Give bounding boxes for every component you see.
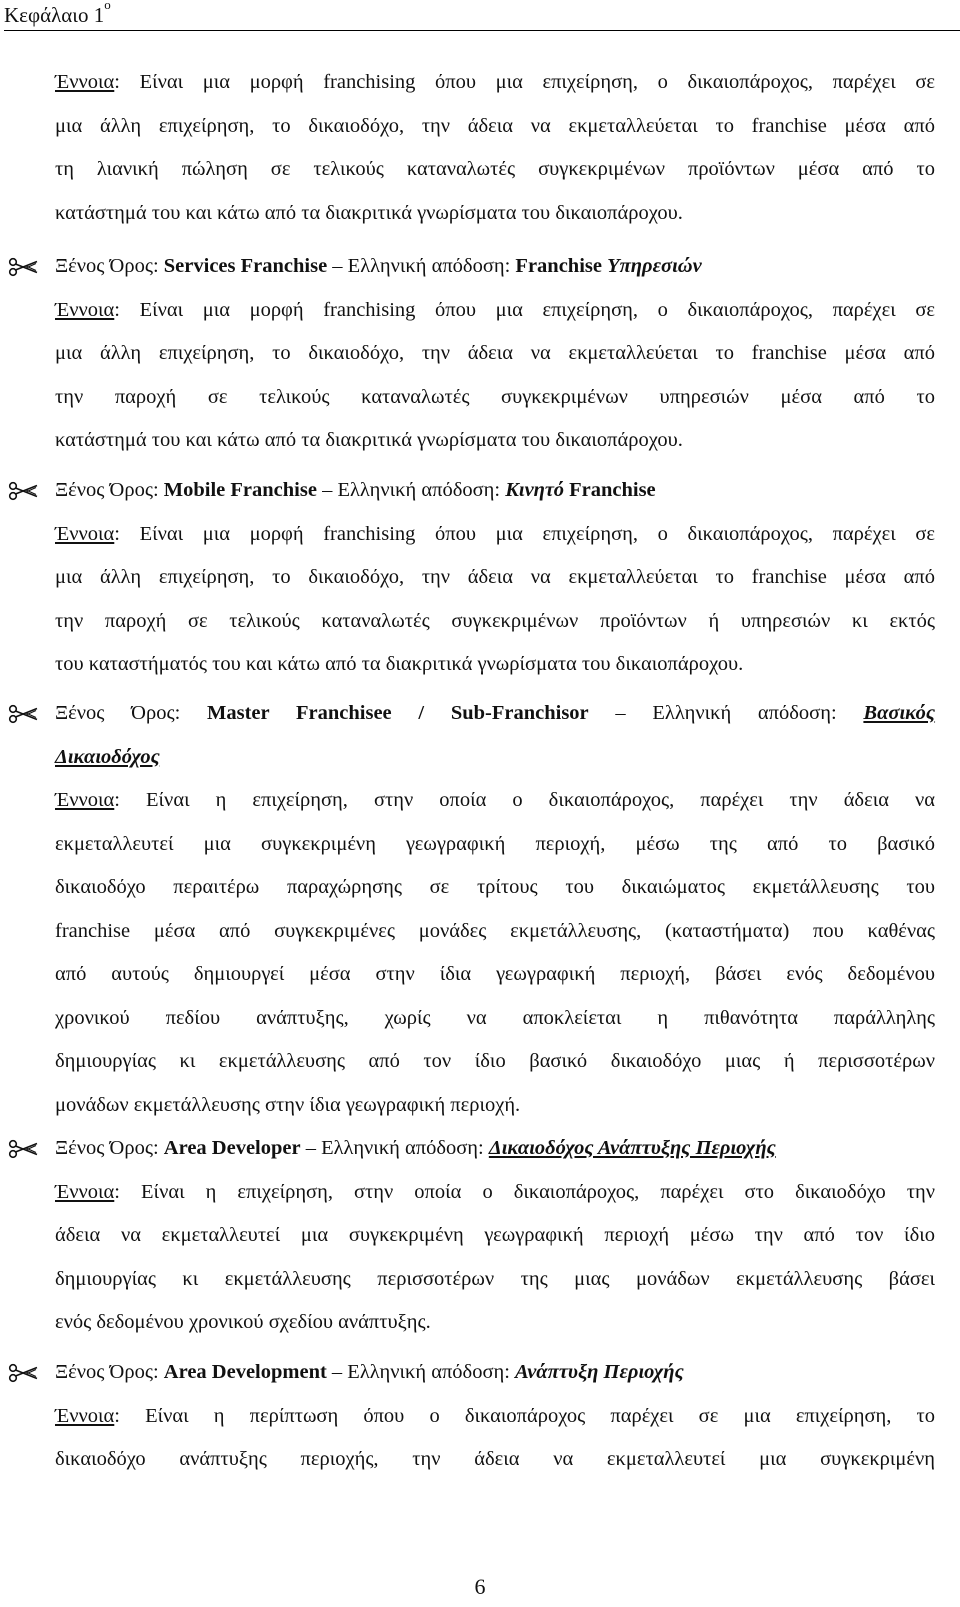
concept-label: Έννοια xyxy=(55,522,115,545)
definition-entry-3 xyxy=(55,692,935,1127)
foreign-term: Services Franchise xyxy=(163,255,328,277)
definition-line: μια άλλη επιχείρηση, το δικαιοδόχο, την άδεια να εκμεταλλεύεται το franchise μέσα από xyxy=(55,566,935,588)
definition-line: άδεια να εκμεταλλευτεί μια συγκεκριμένη γεωγραφική περιοχή μέσω την από τον ίδιο xyxy=(55,1224,935,1246)
definition-entry-4 xyxy=(55,1127,935,1345)
definition-line: δημιουργίας κι εκμετάλλευσης από τον ίδιο βασικό δικαιοδόχο μιας ή περισσοτέρων xyxy=(55,1050,935,1072)
definition-line: την παροχή σε τελικούς καταναλωτές συγκεκριμένων προϊόντων ή υπηρεσιών κι εκτός xyxy=(55,609,935,632)
definition-line: Έννοια: Είναι η επιχείρηση, στην οποία ο δικαιοπάροχος, παρέχει την άδεια να xyxy=(55,789,935,811)
foreign-term: Area Development xyxy=(163,1361,327,1383)
concept-label: Έννοια xyxy=(55,298,115,321)
concept-label: Έννοια xyxy=(55,789,115,811)
scissors-bullet-icon xyxy=(8,481,40,501)
greek-rendering: Βασικός xyxy=(863,702,936,724)
definition-line: τη λιανική πώληση σε τελικούς καταναλωτές συγκεκριμένων προϊόντων μέσα από το xyxy=(55,158,935,180)
chapter-label: Κεφάλαιο 1 xyxy=(4,3,105,27)
definition-line: εκμεταλλευτεί μια συγκεκριμένη γεωγραφική περιοχή, μέσω της από το βασικό xyxy=(55,832,935,855)
greek-rendering: Δικαιοδόχος Ανάπτυξης Περιοχής xyxy=(488,1137,776,1159)
definition-line: Έννοια: Είναι η επιχείρηση, στην οποία ο δικαιοπάροχος, παρέχει στο δικαιοδόχο την xyxy=(55,1180,936,1203)
definition-entry-5 xyxy=(55,1351,935,1482)
definition-line: την παροχή σε τελικούς καταναλωτές συγκεκριμένων υπηρεσιών μέσα από το xyxy=(55,385,935,408)
greek-rendering: Ανάπτυξη Περιοχής xyxy=(515,1361,684,1383)
scissors-bullet-icon xyxy=(8,1139,40,1159)
definition-line: από αυτούς δημιουργεί μέσα στην ίδια γεωγραφική περιοχή, βάσει ενός δεδομένου xyxy=(55,963,935,985)
definition-line: του καταστήματός του και κάτω από τα διακριτικά γνωρίσματα του δικαιοπάροχου. xyxy=(55,653,744,675)
definition-line: Έννοια: Είναι μια μορφή franchising όπου μια επιχείρηση, ο δικαιοπάροχος, παρέχει σε xyxy=(55,298,935,321)
definition-line: Έννοια: Είναι μια μορφή franchising όπου μια επιχείρηση, ο δικαιοπάροχος, παρέχει σε xyxy=(55,71,935,93)
concept-label: Έννοια xyxy=(55,71,115,93)
definition-line: μια άλλη επιχείρηση, το δικαιοδόχο, την άδεια να εκμεταλλεύεται το franchise μέσα από xyxy=(55,114,935,137)
page-header xyxy=(4,0,960,31)
scissors-bullet-icon xyxy=(8,1363,40,1383)
term-line: Ξένος Όρος: Mobile Franchise – Ελληνική απόδοση: Κινητό Franchise xyxy=(55,479,656,501)
definition-line: δημιουργίας κι εκμετάλλευσης περισσοτέρων της μιας μονάδων εκμετάλλευσης βάσει xyxy=(55,1267,935,1290)
scissors-bullet-icon xyxy=(8,257,40,277)
greek-rendering: Υπηρεσιών xyxy=(607,255,702,277)
definition-entry-0 xyxy=(55,61,935,235)
term-line: Ξένος Όρος: Services Franchise – Ελληνική απόδοση: Franchise Υπηρεσιών xyxy=(55,255,702,277)
definition-line: μια άλλη επιχείρηση, το δικαιοδόχο, την άδεια να εκμεταλλεύεται το franchise μέσα από xyxy=(55,342,935,364)
definition-line: franchise μέσα από συγκεκριμένες μονάδες εκμετάλλευσης, (καταστήματα) που καθένας xyxy=(55,919,935,942)
term-line-continued xyxy=(55,736,935,780)
foreign-term: Mobile Franchise xyxy=(163,479,317,501)
term-line: Ξένος Όρος: Master Franchisee / Sub-Franchisor – Ελληνική απόδοση: Βασικός xyxy=(55,702,936,724)
scissors-bullet-icon xyxy=(8,704,40,724)
definition-line: δικαιοδόχο ανάπτυξης περιοχής, την άδεια να εκμεταλλευτεί μια συγκεκριμένη xyxy=(55,1448,935,1470)
foreign-term: Area Developer xyxy=(163,1137,301,1159)
chapter-superscript: ο xyxy=(104,0,111,12)
greek-rendering: Κινητό xyxy=(505,479,564,501)
definition-entry-2 xyxy=(55,469,935,687)
definition-line: ενός δεδομένου χρονικού σχεδίου ανάπτυξης. xyxy=(55,1311,431,1333)
definition-line: Έννοια: Είναι μια μορφή franchising όπου μια επιχείρηση, ο δικαιοπάροχος, παρέχει σε xyxy=(55,522,935,545)
definition-line: μονάδων εκμετάλλευσης στην ίδια γεωγραφική περιοχή. xyxy=(55,1093,521,1116)
foreign-term: Master Franchisee / Sub-Franchisor xyxy=(207,702,589,724)
definition-line: δικαιοδόχο περαιτέρω παραχώρησης σε τρίτους του δικαιώματος εκμετάλλευσης του xyxy=(55,876,935,898)
concept-label: Έννοια xyxy=(55,1404,115,1427)
page-number: 6 xyxy=(474,1574,486,1599)
greek-rendering: Δικαιοδόχος xyxy=(55,745,160,768)
definition-line: κατάστημά του και κάτω από τα διακριτικά γνωρίσματα του δικαιοπάροχου. xyxy=(55,201,683,224)
definition-entry-1 xyxy=(55,245,935,463)
definition-line: Έννοια: Είναι η περίπτωση όπου ο δικαιοπάροχος παρέχει σε μια επιχείρηση, το xyxy=(55,1404,935,1427)
term-line: Ξένος Όρος: Area Development – Ελληνική απόδοση: Ανάπτυξη Περιοχής xyxy=(55,1361,684,1383)
definition-line: χρονικού πεδίου ανάπτυξης, χωρίς να αποκλείεται η πιθανότητα παράλληλης xyxy=(55,1006,935,1029)
definition-line: κατάστημά του και κάτω από τα διακριτικά γνωρίσματα του δικαιοπάροχου. xyxy=(55,429,683,451)
term-line: Ξένος Όρος: Area Developer – Ελληνική απόδοση: Δικαιοδόχος Ανάπτυξης Περιοχής xyxy=(55,1137,776,1159)
concept-label: Έννοια xyxy=(55,1180,115,1203)
